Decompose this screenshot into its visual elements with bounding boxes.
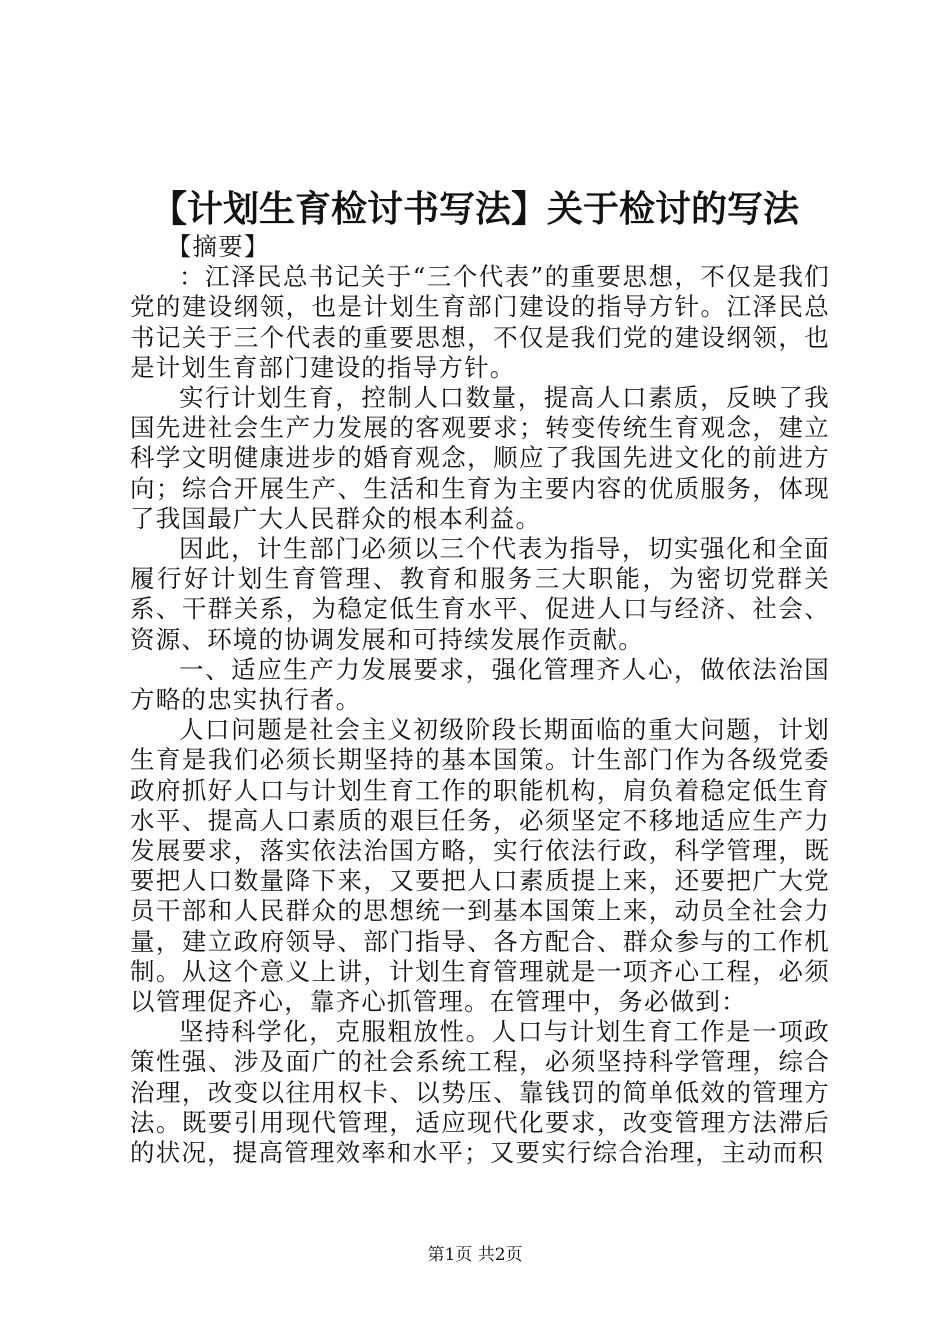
document-body xyxy=(130,232,830,1168)
paragraph: 因此，计生部门必须以三个代表为指导，切实强化和全面履行好计划生育管理、教育和服务三大职能，为密切党群关系、干群关系，为稳定低生育水平、促进人口与经济、社会、资源、环境的协调发展和可持续发展作贡献。 xyxy=(130,534,830,654)
paragraph: ：江泽民总书记关于“三个代表”的重要思想，不仅是我们党的建设纲领，也是计划生育部门建设的指导方针。江泽民总书记关于三个代表的重要思想，不仅是我们党的建设纲领，也是计划生育部门建设的指导方针。 xyxy=(130,262,830,382)
paragraph: 实行计划生育，控制人口数量，提高人口素质，反映了我国先进社会生产力发展的客观要求；转变传统生育观念，建立科学文明健康进步的婚育观念，顺应了我国先进文化的前进方向；综合开展生产、生活和生育为主要内容的优质服务，体现了我国最广大人民群众的根本利益。 xyxy=(130,383,830,533)
paragraph: 人口问题是社会主义初级阶段长期面临的重大问题，计划生育是我们必须长期坚持的基本国策。计生部门作为各级党委政府抓好人口与计划生育工作的职能机构，肩负着稳定低生育水平、提高人口素质的艰巨任务，必须坚定不移地适应生产力发展要求，落实依法治国方略，实行依法行政，科学管理，既要把人口数量降下来，又要把人口素质提上来，还要把广大党员干部和人民群众的思想统一到基本国策上来，动员全社会力量，建立政府领导、部门指导、各方配合、群众参与的工作机制。从这个意义上讲，计划生育管理就是一项齐心工程，必须以管理促齐心，靠齐心抓管理。在管理中，务必做到： xyxy=(130,715,830,1017)
abstract-label: 【摘要】 xyxy=(166,232,270,261)
page-number-footer: 第1页 共2页 xyxy=(427,1245,523,1265)
paragraph: 坚持科学化，克服粗放性。人口与计划生育工作是一项政策性强、涉及面广的社会系统工程，必须坚持科学管理，综合治理，改变以往用权卡、以势压、靠钱罚的简单低效的管理方法。既要引用现代管理，适应现代化要求，改变管理方法滞后的状况，提高管理效率和水平；又要实行综合治理，主动而积 xyxy=(130,1017,830,1168)
paragraph: 一、适应生产力发展要求，强化管理齐人心，做依法治国方略的忠实执行者。 xyxy=(130,654,830,715)
document-title: 【计划生育检讨书写法】关于检讨的写法 xyxy=(150,188,799,230)
